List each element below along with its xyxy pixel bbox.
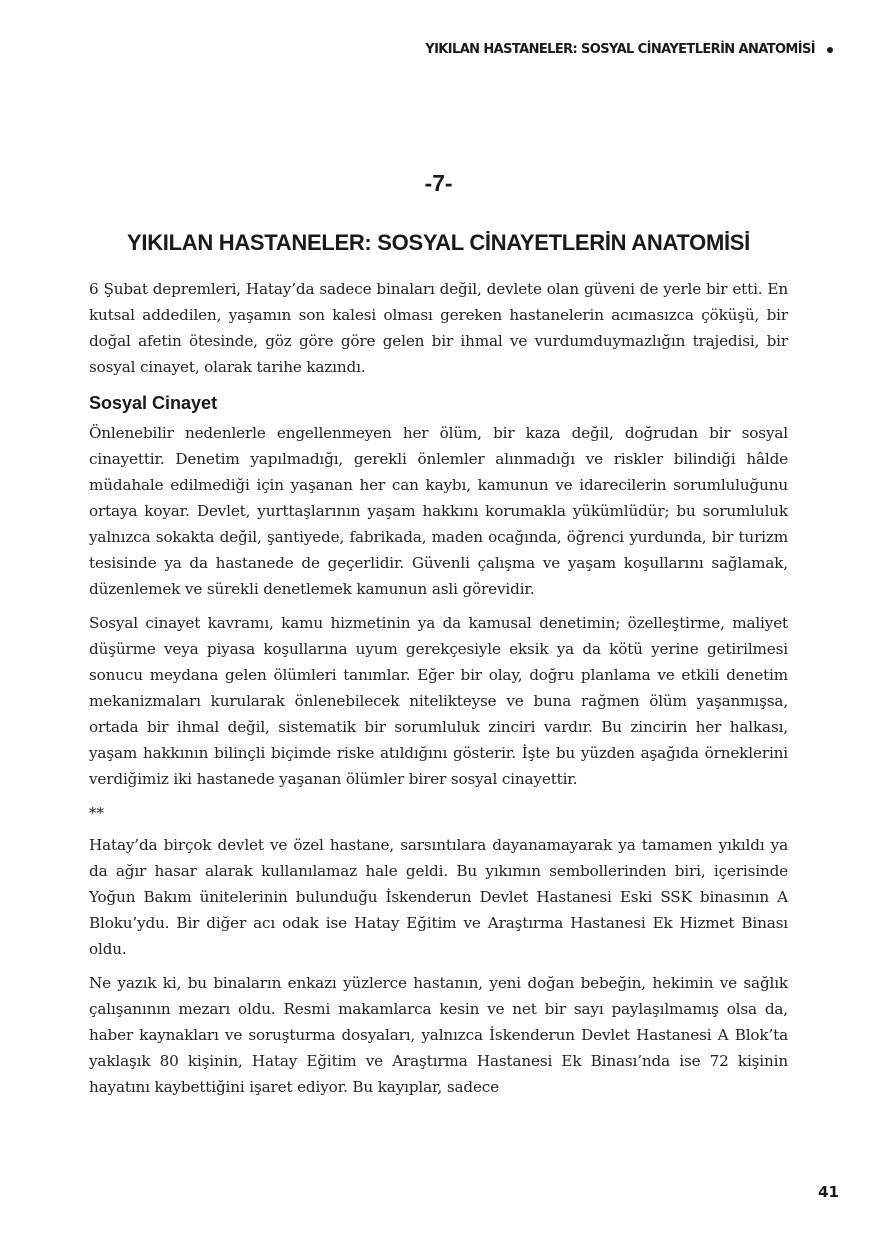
body-text <box>89 276 788 1108</box>
chapter-title: YIKILAN HASTANELER: SOSYAL CİNAYETLERİN ANATOMİSİ <box>127 230 750 255</box>
section-separator: ** <box>89 804 104 822</box>
paragraph-3: Hatay’da birçok devlet ve özel hastane, sarsıntılara dayanamayarak ya tamamen yıkıldı ya da ağır hasar alarak kullanılamaz hale geldi. Bu yıkımın sembollerinden biri, içerisinde Yoğun Bakım ünitelerinin bulunduğu İskenderun Devlet Hastanesi Eski SSK binasının A Bloku’ydu. Bir diğer acı odak ise Hatay Eğitim ve Araştırma Hastanesi Ek Hizmet Binası oldu. <box>89 836 788 958</box>
paragraph-2: Sosyal cinayet kavramı, kamu hizmetinin ya da kamusal denetimin; özelleştirme, maliyet düşürme veya piyasa koşullarına uyum gerekçesiyle eksik ya da kötü yerine getirilmesi sonucu meydana gelen ölümleri tanımlar. Eğer bir olay, doğru planlama ve etkili denetim mekanizmaları kurularak önlenebilecek nitelikteyse ve buna rağmen ölüm yaşanmışsa, ortada bir ihmal değil, sistematik bir sorumluluk zinciri vardır. Bu zincirin her halkası, yaşam hakkının bilinçli biçimde riske atıldığını gösterir. İşte bu yüzden aşağıda örneklerini verdiğimiz iki hastanede yaşanan ölümler birer sosyal cinayettir. <box>89 614 788 788</box>
paragraph-1: Önlenebilir nedenlerle engellenmeyen her ölüm, bir kaza değil, doğrudan bir sosyal cinayettir. Denetim yapılmadığı, gerekli önlemler alınmadığı ve riskler bilindiği hâlde müdahale edilmediği için yaşanan her can kaybı, kamunun ve idarecilerin sorumluluğunu ortaya koyar. Devlet, yurttaşlarının yaşam hakkını korumakla yükümlüdür; bu sorumluluk yalnızca sokakta değil, şantiyede, fabrikada, maden ocağında, öğrenci yurdunda, bir turizm tesisinde ya da hastanede de geçerlidir. Güvenli çalışma ve yaşam koşullarını sağlamak, düzenlemek ve sürekli denetlemek kamunun asli görevidir. <box>89 424 788 598</box>
paragraph-4: Ne yazık ki, bu binaların enkazı yüzlerce hastanın, yeni doğan bebeğin, hekimin ve sağlık çalışanının mezarı oldu. Resmi makamlarca kesin ve net bir sayı paylaşılmamış olsa da, haber kaynakları ve soruşturma dosyaları, yalnızca İskenderun Devlet Hastanesi A Blok’ta yaklaşık 80 kişinin, Hatay Eğitim ve Araştırma Hastanesi Ek Binası’nda ise 72 kişinin hayatını kaybettiğini işaret ediyor. Bu kayıplar, sadece <box>89 974 788 1096</box>
page-number: 41 <box>818 1183 839 1201</box>
section-heading: Sosyal Cinayet <box>89 393 218 413</box>
chapter-number: -7- <box>424 170 453 196</box>
intro-paragraph: 6 Şubat depremleri, Hatay’da sadece binaları değil, devlete olan güveni de yerle bir etti. En kutsal addedilen, yaşamın son kalesi olması gereken hastanelerin acımasızca çöküşü, bir doğal afetin ötesinde, göz göre göre gelen bir ihmal ve vurdumduymazlığın trajedisi, bir sosyal cinayet, olarak tarihe kazındı. <box>89 280 788 376</box>
running-header <box>425 42 833 57</box>
running-header-title: YIKILAN HASTANELER: SOSYAL CİNAYETLERİN ANATOMİSİ <box>425 42 815 57</box>
bullet-icon <box>827 47 833 53</box>
